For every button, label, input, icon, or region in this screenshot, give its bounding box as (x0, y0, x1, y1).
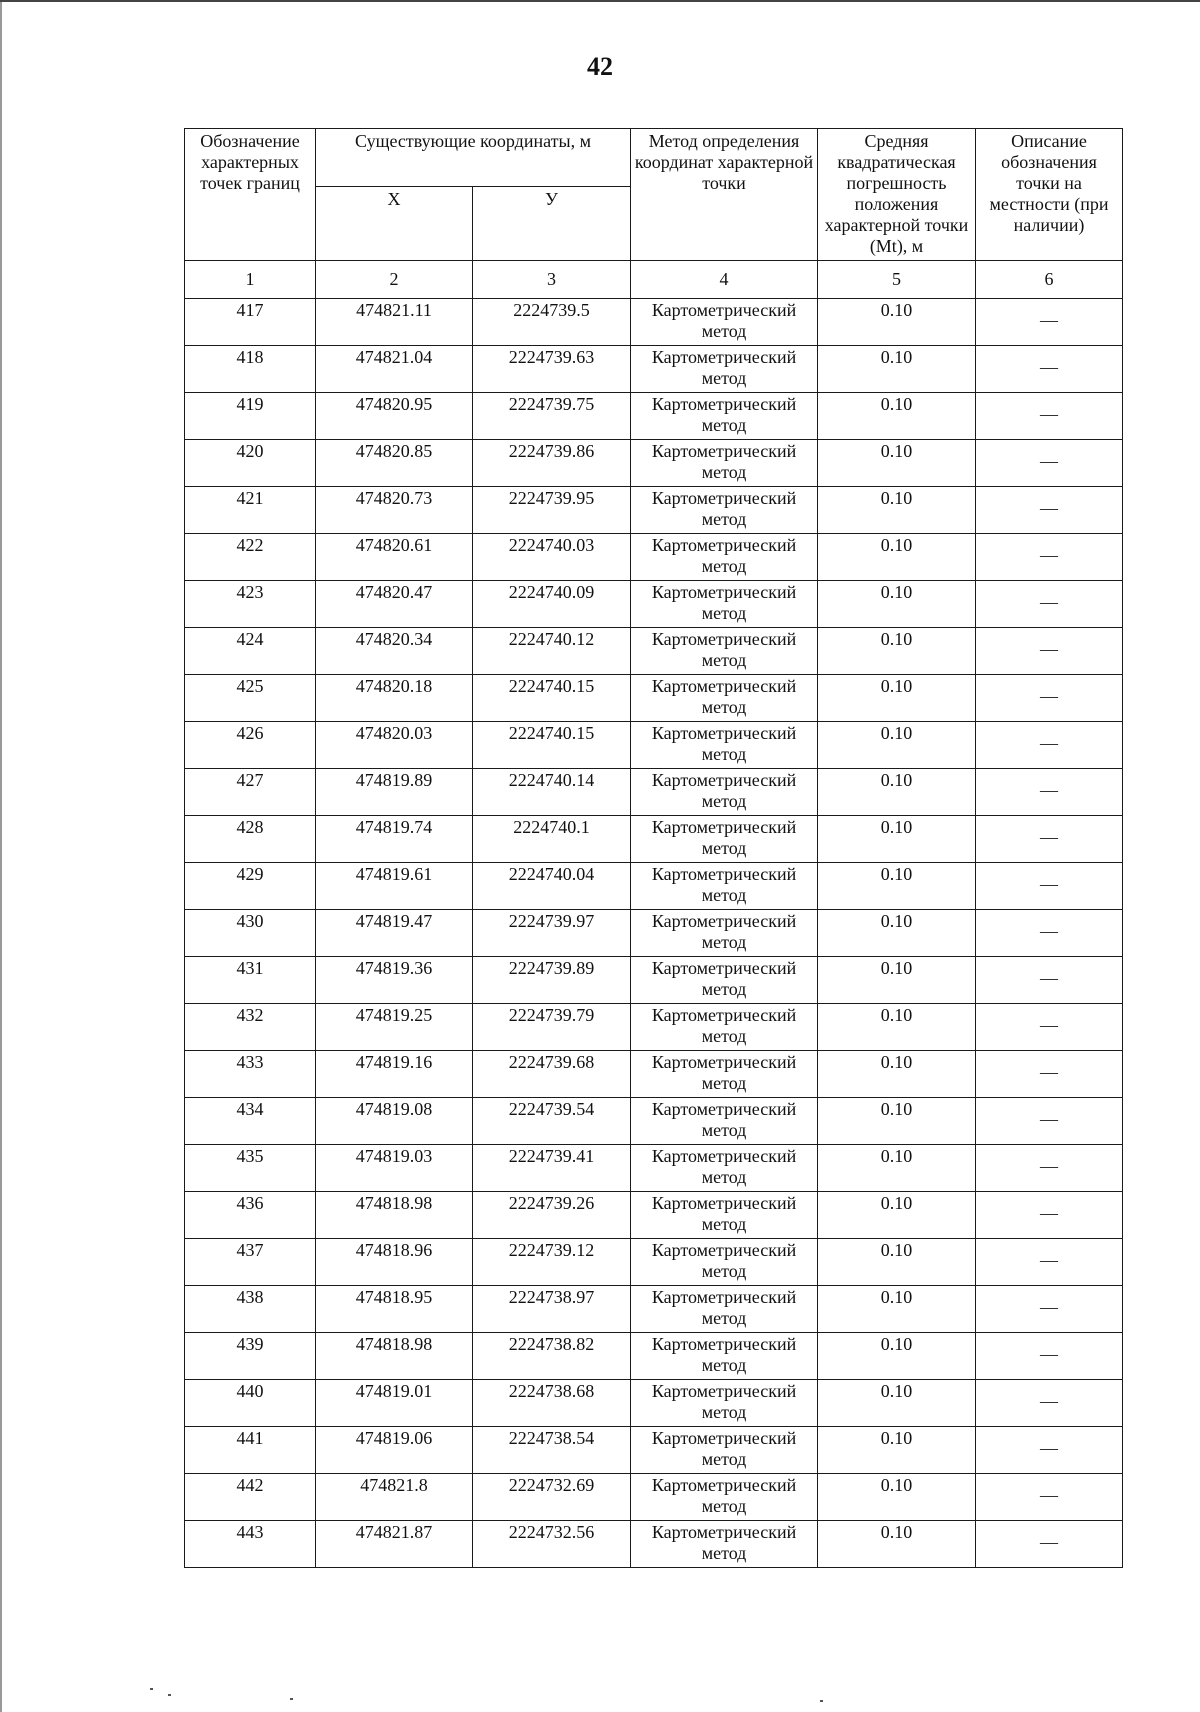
y-coordinate-cell: 2224740.04 (473, 863, 631, 910)
description-cell (976, 440, 1123, 487)
x-coordinate-cell: 474821.11 (316, 299, 473, 346)
point-id-cell: 432 (185, 1004, 316, 1051)
column-number: 4 (631, 261, 818, 299)
method-cell: Картометрический метод (631, 1474, 818, 1521)
y-coordinate-cell: 2224738.68 (473, 1380, 631, 1427)
method-cell: Картометрический метод (631, 722, 818, 769)
y-coordinate-cell: 2224739.79 (473, 1004, 631, 1051)
table-row (185, 487, 1123, 534)
y-coordinate-cell: 2224740.14 (473, 769, 631, 816)
y-coordinate-cell: 2224739.41 (473, 1145, 631, 1192)
dash-mark: — (1040, 874, 1059, 894)
description-cell (976, 722, 1123, 769)
y-coordinate-cell: 2224739.97 (473, 910, 631, 957)
table-row (185, 1333, 1123, 1380)
scan-speck (820, 1700, 823, 1702)
x-coordinate-cell: 474820.73 (316, 487, 473, 534)
method-cell: Картометрический метод (631, 1145, 818, 1192)
mt-cell: 0.10 (818, 675, 976, 722)
y-coordinate-cell: 2224739.12 (473, 1239, 631, 1286)
table-row (185, 1521, 1123, 1568)
scan-speck (150, 1688, 153, 1690)
header-x: Х (316, 187, 473, 261)
point-id-cell: 442 (185, 1474, 316, 1521)
dash-mark: — (1040, 545, 1059, 565)
method-cell: Картометрический метод (631, 1051, 818, 1098)
description-cell (976, 769, 1123, 816)
column-number: 6 (976, 261, 1123, 299)
mt-cell: 0.10 (818, 910, 976, 957)
column-number: 3 (473, 261, 631, 299)
y-coordinate-cell: 2224740.15 (473, 722, 631, 769)
table-row (185, 1380, 1123, 1427)
table-row (185, 722, 1123, 769)
method-cell: Картометрический метод (631, 1004, 818, 1051)
dash-mark: — (1040, 733, 1059, 753)
y-coordinate-cell: 2224740.1 (473, 816, 631, 863)
mt-cell: 0.10 (818, 863, 976, 910)
table-row (185, 534, 1123, 581)
description-cell (976, 1521, 1123, 1568)
table-row (185, 1192, 1123, 1239)
column-number-row (185, 261, 1123, 299)
x-coordinate-cell: 474820.03 (316, 722, 473, 769)
table-row (185, 863, 1123, 910)
x-coordinate-cell: 474819.89 (316, 769, 473, 816)
mt-cell: 0.10 (818, 393, 976, 440)
method-cell: Картометрический метод (631, 769, 818, 816)
point-id-cell: 423 (185, 581, 316, 628)
scan-left-edge (0, 2, 2, 1712)
method-cell: Картометрический метод (631, 1239, 818, 1286)
dash-mark: — (1040, 1250, 1059, 1270)
table-row (185, 957, 1123, 1004)
x-coordinate-cell: 474821.04 (316, 346, 473, 393)
method-cell: Картометрический метод (631, 1098, 818, 1145)
point-id-cell: 417 (185, 299, 316, 346)
table-row (185, 1004, 1123, 1051)
table-row (185, 299, 1123, 346)
table-row (185, 1474, 1123, 1521)
description-cell (976, 534, 1123, 581)
y-coordinate-cell: 2224739.75 (473, 393, 631, 440)
description-cell (976, 1333, 1123, 1380)
mt-cell: 0.10 (818, 346, 976, 393)
dash-mark: — (1040, 1485, 1059, 1505)
x-coordinate-cell: 474819.36 (316, 957, 473, 1004)
point-id-cell: 440 (185, 1380, 316, 1427)
dash-mark: — (1040, 1344, 1059, 1364)
y-coordinate-cell: 2224740.12 (473, 628, 631, 675)
description-cell (976, 1474, 1123, 1521)
method-cell: Картометрический метод (631, 346, 818, 393)
x-coordinate-cell: 474821.87 (316, 1521, 473, 1568)
method-cell: Картометрический метод (631, 863, 818, 910)
dash-mark: — (1040, 1062, 1059, 1082)
y-coordinate-cell: 2224739.5 (473, 299, 631, 346)
coordinates-table (184, 128, 1123, 1568)
description-cell (976, 1051, 1123, 1098)
mt-cell: 0.10 (818, 1333, 976, 1380)
y-coordinate-cell: 2224739.95 (473, 487, 631, 534)
x-coordinate-cell: 474820.34 (316, 628, 473, 675)
mt-cell: 0.10 (818, 487, 976, 534)
table-row (185, 910, 1123, 957)
description-cell (976, 346, 1123, 393)
description-cell (976, 957, 1123, 1004)
table-row (185, 1098, 1123, 1145)
page-number: 42 (587, 52, 613, 81)
x-coordinate-cell: 474819.03 (316, 1145, 473, 1192)
mt-cell: 0.10 (818, 1286, 976, 1333)
dash-mark: — (1040, 1297, 1059, 1317)
dash-mark: — (1040, 686, 1059, 706)
description-cell (976, 487, 1123, 534)
method-cell: Картометрический метод (631, 440, 818, 487)
x-coordinate-cell: 474819.25 (316, 1004, 473, 1051)
mt-cell: 0.10 (818, 534, 976, 581)
y-coordinate-cell: 2224739.26 (473, 1192, 631, 1239)
point-id-cell: 427 (185, 769, 316, 816)
x-coordinate-cell: 474818.98 (316, 1192, 473, 1239)
x-coordinate-cell: 474819.01 (316, 1380, 473, 1427)
y-coordinate-cell: 2224740.03 (473, 534, 631, 581)
method-cell: Картометрический метод (631, 299, 818, 346)
y-coordinate-cell: 2224738.82 (473, 1333, 631, 1380)
table-body (185, 299, 1123, 1568)
table-row (185, 1051, 1123, 1098)
y-coordinate-cell: 2224739.63 (473, 346, 631, 393)
dash-mark: — (1040, 639, 1059, 659)
description-cell (976, 1380, 1123, 1427)
dash-mark: — (1040, 451, 1059, 471)
table-row (185, 1286, 1123, 1333)
x-coordinate-cell: 474819.74 (316, 816, 473, 863)
mt-cell: 0.10 (818, 1192, 976, 1239)
header-y: У (473, 187, 631, 261)
description-cell (976, 1239, 1123, 1286)
y-coordinate-cell: 2224739.89 (473, 957, 631, 1004)
y-coordinate-cell: 2224740.09 (473, 581, 631, 628)
dash-mark: — (1040, 827, 1059, 847)
mt-cell: 0.10 (818, 1380, 976, 1427)
dash-mark: — (1040, 310, 1059, 330)
description-cell (976, 863, 1123, 910)
description-cell (976, 1145, 1123, 1192)
x-coordinate-cell: 474819.08 (316, 1098, 473, 1145)
y-coordinate-cell: 2224738.54 (473, 1427, 631, 1474)
dash-mark: — (1040, 498, 1059, 518)
dash-mark: — (1040, 1532, 1059, 1552)
x-coordinate-cell: 474820.85 (316, 440, 473, 487)
table-row (185, 1145, 1123, 1192)
header-row (185, 129, 1123, 187)
x-coordinate-cell: 474819.47 (316, 910, 473, 957)
table-row (185, 346, 1123, 393)
mt-cell: 0.10 (818, 1051, 976, 1098)
x-coordinate-cell: 474820.47 (316, 581, 473, 628)
column-number: 2 (316, 261, 473, 299)
method-cell: Картометрический метод (631, 816, 818, 863)
point-id-cell: 431 (185, 957, 316, 1004)
point-id-cell: 433 (185, 1051, 316, 1098)
header-point-designation: Обозначение характерных точек границ (185, 129, 316, 261)
method-cell: Картометрический метод (631, 1427, 818, 1474)
dash-mark: — (1040, 921, 1059, 941)
description-cell (976, 816, 1123, 863)
mt-cell: 0.10 (818, 581, 976, 628)
x-coordinate-cell: 474818.96 (316, 1239, 473, 1286)
description-cell (976, 675, 1123, 722)
dash-mark: — (1040, 1438, 1059, 1458)
x-coordinate-cell: 474818.95 (316, 1286, 473, 1333)
method-cell: Картометрический метод (631, 1192, 818, 1239)
method-cell: Картометрический метод (631, 957, 818, 1004)
method-cell: Картометрический метод (631, 628, 818, 675)
point-id-cell: 438 (185, 1286, 316, 1333)
table-row (185, 440, 1123, 487)
mt-cell: 0.10 (818, 1098, 976, 1145)
method-cell: Картометрический метод (631, 910, 818, 957)
point-id-cell: 441 (185, 1427, 316, 1474)
description-cell (976, 1427, 1123, 1474)
point-id-cell: 434 (185, 1098, 316, 1145)
point-id-cell: 424 (185, 628, 316, 675)
x-coordinate-cell: 474821.8 (316, 1474, 473, 1521)
x-coordinate-cell: 474820.95 (316, 393, 473, 440)
description-cell (976, 628, 1123, 675)
point-id-cell: 422 (185, 534, 316, 581)
scan-top-edge (0, 0, 1200, 2)
point-id-cell: 443 (185, 1521, 316, 1568)
mt-cell: 0.10 (818, 628, 976, 675)
mt-cell: 0.10 (818, 1145, 976, 1192)
table-row (185, 675, 1123, 722)
dash-mark: — (1040, 1156, 1059, 1176)
header-method: Метод определения координат характерной точки (631, 129, 818, 261)
x-coordinate-cell: 474819.61 (316, 863, 473, 910)
description-cell (976, 910, 1123, 957)
y-coordinate-cell: 2224739.86 (473, 440, 631, 487)
table-row (185, 816, 1123, 863)
point-id-cell: 418 (185, 346, 316, 393)
y-coordinate-cell: 2224740.15 (473, 675, 631, 722)
point-id-cell: 430 (185, 910, 316, 957)
dash-mark: — (1040, 404, 1059, 424)
x-coordinate-cell: 474819.16 (316, 1051, 473, 1098)
description-cell (976, 1192, 1123, 1239)
dash-mark: — (1040, 592, 1059, 612)
mt-cell: 0.10 (818, 440, 976, 487)
mt-cell: 0.10 (818, 957, 976, 1004)
table-row (185, 628, 1123, 675)
point-id-cell: 439 (185, 1333, 316, 1380)
method-cell: Картометрический метод (631, 1286, 818, 1333)
y-coordinate-cell: 2224739.68 (473, 1051, 631, 1098)
method-cell: Картометрический метод (631, 1333, 818, 1380)
table-row (185, 581, 1123, 628)
x-coordinate-cell: 474819.06 (316, 1427, 473, 1474)
description-cell (976, 1286, 1123, 1333)
mt-cell: 0.10 (818, 722, 976, 769)
description-cell (976, 1004, 1123, 1051)
header-mean-square-error: Средняя квадратическая погрешность положения характерной точки (Mt), м (818, 129, 976, 261)
scan-speck (168, 1694, 171, 1696)
mt-cell: 0.10 (818, 1427, 976, 1474)
dash-mark: — (1040, 968, 1059, 988)
point-id-cell: 436 (185, 1192, 316, 1239)
description-cell (976, 393, 1123, 440)
mt-cell: 0.10 (818, 1521, 976, 1568)
table-row (185, 393, 1123, 440)
point-id-cell: 421 (185, 487, 316, 534)
method-cell: Картометрический метод (631, 487, 818, 534)
x-coordinate-cell: 474818.98 (316, 1333, 473, 1380)
method-cell: Картометрический метод (631, 393, 818, 440)
column-number: 5 (818, 261, 976, 299)
y-coordinate-cell: 2224739.54 (473, 1098, 631, 1145)
table-row (185, 1239, 1123, 1286)
mt-cell: 0.10 (818, 1239, 976, 1286)
point-id-cell: 420 (185, 440, 316, 487)
y-coordinate-cell: 2224732.69 (473, 1474, 631, 1521)
point-id-cell: 429 (185, 863, 316, 910)
description-cell (976, 299, 1123, 346)
mt-cell: 0.10 (818, 299, 976, 346)
header-existing-coordinates: Существующие координаты, м (316, 129, 631, 187)
dash-mark: — (1040, 1391, 1059, 1411)
dash-mark: — (1040, 1109, 1059, 1129)
table-row (185, 769, 1123, 816)
column-number: 1 (185, 261, 316, 299)
y-coordinate-cell: 2224732.56 (473, 1521, 631, 1568)
point-id-cell: 437 (185, 1239, 316, 1286)
y-coordinate-cell: 2224738.97 (473, 1286, 631, 1333)
point-id-cell: 428 (185, 816, 316, 863)
point-id-cell: 419 (185, 393, 316, 440)
description-cell (976, 581, 1123, 628)
scan-speck (290, 1698, 293, 1700)
header-description: Описание обозначения точки на местности (при наличии) (976, 129, 1123, 261)
point-id-cell: 425 (185, 675, 316, 722)
dash-mark: — (1040, 1203, 1059, 1223)
x-coordinate-cell: 474820.61 (316, 534, 473, 581)
point-id-cell: 426 (185, 722, 316, 769)
mt-cell: 0.10 (818, 1004, 976, 1051)
method-cell: Картометрический метод (631, 534, 818, 581)
method-cell: Картометрический метод (631, 1521, 818, 1568)
mt-cell: 0.10 (818, 769, 976, 816)
dash-mark: — (1040, 357, 1059, 377)
dash-mark: — (1040, 780, 1059, 800)
dash-mark: — (1040, 1015, 1059, 1035)
mt-cell: 0.10 (818, 1474, 976, 1521)
method-cell: Картометрический метод (631, 675, 818, 722)
table-row (185, 1427, 1123, 1474)
point-id-cell: 435 (185, 1145, 316, 1192)
method-cell: Картометрический метод (631, 581, 818, 628)
mt-cell: 0.10 (818, 816, 976, 863)
x-coordinate-cell: 474820.18 (316, 675, 473, 722)
method-cell: Картометрический метод (631, 1380, 818, 1427)
description-cell (976, 1098, 1123, 1145)
